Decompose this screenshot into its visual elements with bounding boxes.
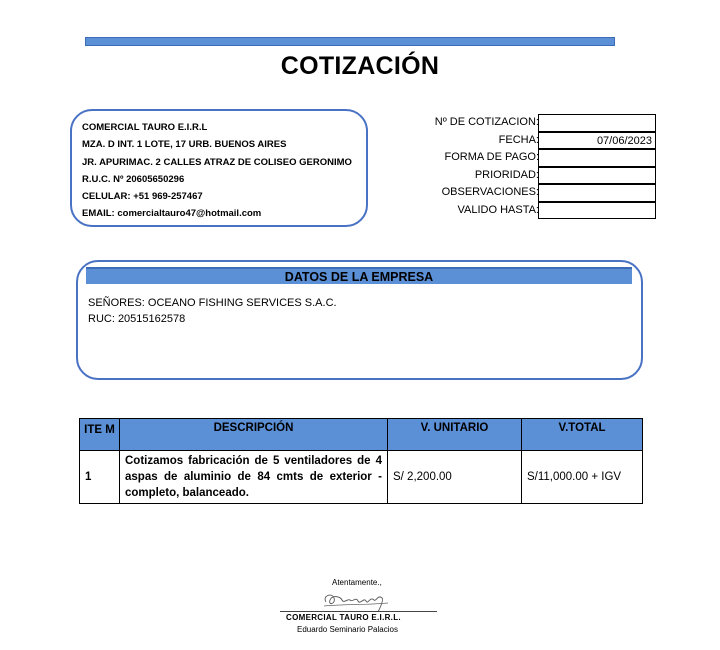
meta-label: VALIDO HASTA:: [457, 203, 539, 216]
col-header-total: V.TOTAL: [522, 419, 643, 451]
company-info: [82, 119, 352, 223]
signature-name: Eduardo Seminario Palacios: [297, 625, 398, 634]
header-bar: [85, 37, 615, 46]
observations-field: [538, 184, 656, 202]
company-address-1: MZA. D INT. 1 LOTE, 17 URB. BUENOS AIRES: [82, 139, 287, 151]
table-header-row: [80, 419, 643, 451]
company-ruc: R.U.C. Nº 20605650296: [82, 173, 185, 185]
meta-label: Nº DE COTIZACION:: [434, 116, 539, 128]
meta-label: PRIORIDAD:: [474, 168, 539, 181]
company-name: COMERCIAL TAURO E.I.R.L: [82, 122, 208, 133]
client-name: SEÑORES: OCEANO FISHING SERVICES S.A.C.: [88, 297, 337, 309]
client-section-header: DATOS DE LA EMPRESA: [86, 267, 632, 284]
col-header-description: DESCRIPCIÓN: [120, 419, 388, 451]
item-unit-price: S/ 2,200.00: [388, 451, 522, 504]
meta-label: OBSERVACIONES:: [441, 186, 539, 198]
company-email: EMAIL: comercialtauro47@hotmail.com: [82, 208, 262, 220]
meta-label: FORMA DE PAGO:: [444, 151, 539, 163]
signature-line: [280, 611, 437, 612]
priority-field: [538, 167, 656, 185]
quote-number-field: [538, 114, 656, 132]
company-address-2: JR. APURIMAC. 2 CALLES ATRAZ DE COLISEO GERONIMO: [82, 156, 352, 168]
table-row: [80, 451, 643, 504]
handwritten-signature: [318, 586, 408, 614]
meta-label: FECHA:: [498, 133, 539, 146]
payment-field: [538, 149, 656, 167]
document-title: COTIZACIÓN: [280, 52, 440, 80]
date-field: 07/06/2023: [538, 132, 656, 150]
col-header-item: ITE M: [80, 419, 120, 451]
signature-company: COMERCIAL TAURO E.I.R.L.: [286, 613, 401, 622]
item-number: 1: [80, 451, 120, 504]
company-phone: CELULAR: +51 969-257467: [82, 191, 203, 203]
closing-text: Atentamente.,: [332, 578, 382, 587]
item-total: S/11,000.00 + IGV: [522, 451, 643, 504]
items-table: [79, 418, 643, 504]
item-description: Cotizamos fabricación de 5 ventiladores de 4 aspas de aluminio de 84 cmts de exterior - completo, balanceado.: [120, 451, 388, 504]
valid-until-field: [538, 202, 656, 220]
col-header-unit-price: V. UNITARIO: [388, 419, 522, 451]
client-ruc: RUC: 20515162578: [88, 313, 186, 325]
